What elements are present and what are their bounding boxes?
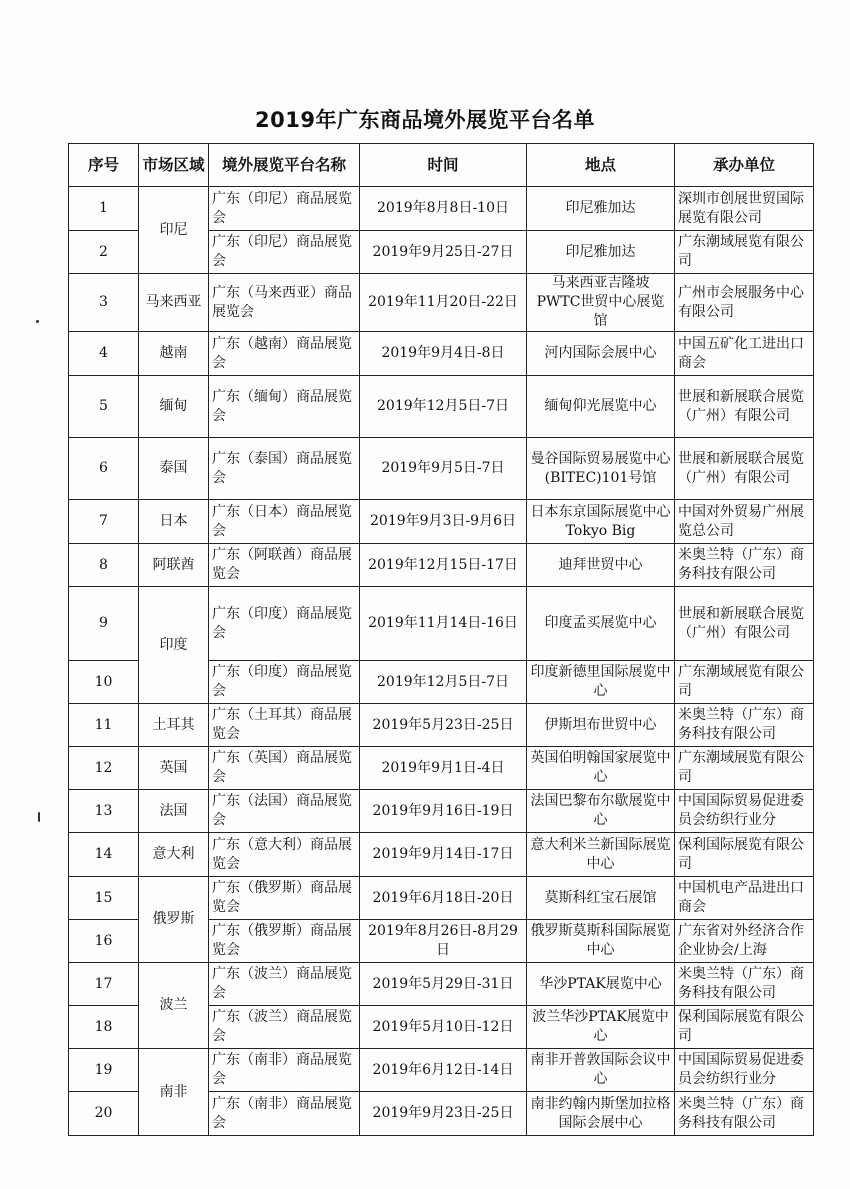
place-cell: 法国巴黎布尔歇展览中心: [527, 790, 675, 833]
organizer-cell: 米奥兰特（广东）商务科技有限公司: [675, 1092, 814, 1136]
region-cell: 泰国: [139, 438, 209, 500]
exhibition-name-cell: 广东（意大利）商品展览会: [209, 833, 360, 877]
region-cell: 越南: [139, 332, 209, 376]
place-cell: 印度新德里国际展览中心: [527, 661, 675, 704]
exhibition-name-cell: 广东（波兰）商品展览会: [209, 963, 360, 1006]
header-region: 市场区域: [139, 144, 209, 187]
place-cell: 伊斯坦布世贸中心: [527, 704, 675, 747]
table-row: [69, 332, 814, 376]
table-row: [69, 790, 814, 833]
place-cell: 印度孟买展览中心: [527, 587, 675, 661]
table-row: [69, 587, 814, 661]
organizer-cell: 中国国际贸易促进委员会纺织行业分: [675, 790, 814, 833]
table-row: [69, 1049, 814, 1092]
region-cell: 波兰: [139, 963, 209, 1049]
table-body: [69, 187, 814, 1136]
organizer-cell: 保利国际展览有限公司: [675, 1006, 814, 1049]
region-cell: 意大利: [139, 833, 209, 877]
seq-cell: 3: [69, 274, 139, 332]
seq-cell: 19: [69, 1049, 139, 1092]
seq-cell: 2: [69, 231, 139, 274]
header-time: 时间: [360, 144, 527, 187]
exhibition-name-cell: 广东（俄罗斯）商品展览会: [209, 920, 360, 963]
seq-cell: 4: [69, 332, 139, 376]
organizer-cell: 中国国际贸易促进委员会纺织行业分: [675, 1049, 814, 1092]
organizer-cell: 世展和新展联合展览（广州）有限公司: [675, 587, 814, 661]
place-cell: 迪拜世贸中心: [527, 544, 675, 587]
seq-cell: 10: [69, 661, 139, 704]
time-cell: 2019年9月3日-9月6日: [360, 500, 527, 544]
seq-cell: 1: [69, 187, 139, 231]
exhibition-table: [68, 143, 814, 1136]
place-cell: 南非约翰内斯堡加拉格国际会展中心: [527, 1092, 675, 1136]
time-cell: 2019年6月12日-14日: [360, 1049, 527, 1092]
exhibition-name-cell: 广东（波兰）商品展览会: [209, 1006, 360, 1049]
seq-cell: 7: [69, 500, 139, 544]
organizer-cell: 中国机电产品进出口商会: [675, 877, 814, 920]
exhibition-name-cell: 广东（印尼）商品展览会: [209, 231, 360, 274]
table-row: [69, 274, 814, 332]
table-row: [69, 500, 814, 544]
place-cell: 马来西亚吉隆坡PWTC世贸中心展览馆: [527, 274, 675, 332]
header-organizer: 承办单位: [675, 144, 814, 187]
place-cell: 曼谷国际贸易展览中心(BITEC)101号馆: [527, 438, 675, 500]
time-cell: 2019年9月14日-17日: [360, 833, 527, 877]
exhibition-name-cell: 广东（印度）商品展览会: [209, 661, 360, 704]
time-cell: 2019年5月10日-12日: [360, 1006, 527, 1049]
place-cell: 印尼雅加达: [527, 187, 675, 231]
exhibition-name-cell: 广东（阿联酋）商品展览会: [209, 544, 360, 587]
place-cell: 俄罗斯莫斯科国际展览中心: [527, 920, 675, 963]
exhibition-name-cell: 广东（印尼）商品展览会: [209, 187, 360, 231]
organizer-cell: 中国对外贸易广州展览总公司: [675, 500, 814, 544]
place-cell: 印尼雅加达: [527, 231, 675, 274]
table-header-row: [69, 144, 814, 187]
seq-cell: 15: [69, 877, 139, 920]
time-cell: 2019年6月18日-20日: [360, 877, 527, 920]
organizer-cell: 中国五矿化工进出口商会: [675, 332, 814, 376]
time-cell: 2019年9月1日-4日: [360, 747, 527, 790]
time-cell: 2019年9月23日-25日: [360, 1092, 527, 1136]
region-cell: 南非: [139, 1049, 209, 1136]
table-row: [69, 187, 814, 231]
table-row: [69, 833, 814, 877]
place-cell: 日本东京国际展览中心Tokyo Big: [527, 500, 675, 544]
seq-cell: 17: [69, 963, 139, 1006]
seq-cell: 6: [69, 438, 139, 500]
time-cell: 2019年12月5日-7日: [360, 376, 527, 438]
seq-cell: 11: [69, 704, 139, 747]
seq-cell: 14: [69, 833, 139, 877]
seq-cell: 18: [69, 1006, 139, 1049]
exhibition-name-cell: 广东（印度）商品展览会: [209, 587, 360, 661]
place-cell: 华沙PTAK展览中心: [527, 963, 675, 1006]
table-row: [69, 376, 814, 438]
time-cell: 2019年9月5日-7日: [360, 438, 527, 500]
exhibition-name-cell: 广东（南非）商品展览会: [209, 1049, 360, 1092]
region-cell: 日本: [139, 500, 209, 544]
table-row: [69, 877, 814, 920]
time-cell: 2019年8月8日-10日: [360, 187, 527, 231]
place-cell: 意大利米兰新国际展览中心: [527, 833, 675, 877]
time-cell: 2019年12月5日-7日: [360, 661, 527, 704]
seq-cell: 5: [69, 376, 139, 438]
region-cell: 印尼: [139, 187, 209, 274]
seq-cell: 13: [69, 790, 139, 833]
exhibition-name-cell: 广东（俄罗斯）商品展览会: [209, 877, 360, 920]
scan-speck: [38, 812, 40, 822]
time-cell: 2019年9月16日-19日: [360, 790, 527, 833]
organizer-cell: 米奥兰特（广东）商务科技有限公司: [675, 704, 814, 747]
place-cell: 英国伯明翰国家展览中心: [527, 747, 675, 790]
scan-speck: [36, 320, 39, 323]
place-cell: 波兰华沙PTAK展览中心: [527, 1006, 675, 1049]
organizer-cell: 广东潮域展览有限公司: [675, 661, 814, 704]
region-cell: 印度: [139, 587, 209, 704]
place-cell: 南非开普敦国际会议中心: [527, 1049, 675, 1092]
exhibition-name-cell: 广东（泰国）商品展览会: [209, 438, 360, 500]
region-cell: 俄罗斯: [139, 877, 209, 963]
organizer-cell: 广东潮域展览有限公司: [675, 231, 814, 274]
place-cell: 河内国际会展中心: [527, 332, 675, 376]
time-cell: 2019年5月29日-31日: [360, 963, 527, 1006]
document-title: 2019年广东商品境外展览平台名单: [255, 108, 595, 132]
organizer-cell: 广东潮域展览有限公司: [675, 747, 814, 790]
table-row: [69, 963, 814, 1006]
region-cell: 土耳其: [139, 704, 209, 747]
organizer-cell: 世展和新展联合展览（广州）有限公司: [675, 438, 814, 500]
place-cell: 缅甸仰光展览中心: [527, 376, 675, 438]
seq-cell: 12: [69, 747, 139, 790]
region-cell: 马来西亚: [139, 274, 209, 332]
seq-cell: 16: [69, 920, 139, 963]
header-seq: 序号: [69, 144, 139, 187]
time-cell: 2019年11月20日-22日: [360, 274, 527, 332]
exhibition-name-cell: 广东（日本）商品展览会: [209, 500, 360, 544]
organizer-cell: 米奥兰特（广东）商务科技有限公司: [675, 544, 814, 587]
seq-cell: 9: [69, 587, 139, 661]
region-cell: 缅甸: [139, 376, 209, 438]
header-name: 境外展览平台名称: [209, 144, 360, 187]
region-cell: 法国: [139, 790, 209, 833]
organizer-cell: 保利国际展览有限公司: [675, 833, 814, 877]
organizer-cell: 米奥兰特（广东）商务科技有限公司: [675, 963, 814, 1006]
exhibition-name-cell: 广东（南非）商品展览会: [209, 1092, 360, 1136]
region-cell: 英国: [139, 747, 209, 790]
exhibition-name-cell: 广东（马来西亚）商品展览会: [209, 274, 360, 332]
exhibition-name-cell: 广东（缅甸）商品展览会: [209, 376, 360, 438]
header-place: 地点: [527, 144, 675, 187]
time-cell: 2019年8月26日-8月29日: [360, 920, 527, 963]
table-row: [69, 747, 814, 790]
table-row: [69, 704, 814, 747]
organizer-cell: 深圳市创展世贸国际展览有限公司: [675, 187, 814, 231]
exhibition-name-cell: 广东（法国）商品展览会: [209, 790, 360, 833]
time-cell: 2019年11月14日-16日: [360, 587, 527, 661]
seq-cell: 20: [69, 1092, 139, 1136]
place-cell: 莫斯科红宝石展馆: [527, 877, 675, 920]
exhibition-name-cell: 广东（越南）商品展览会: [209, 332, 360, 376]
organizer-cell: 广州市会展服务中心有限公司: [675, 274, 814, 332]
seq-cell: 8: [69, 544, 139, 587]
time-cell: 2019年12月15日-17日: [360, 544, 527, 587]
organizer-cell: 世展和新展联合展览（广州）有限公司: [675, 376, 814, 438]
time-cell: 2019年9月4日-8日: [360, 332, 527, 376]
organizer-cell: 广东省对外经济合作企业协会/上海: [675, 920, 814, 963]
time-cell: 2019年5月23日-25日: [360, 704, 527, 747]
exhibition-name-cell: 广东（土耳其）商品展览会: [209, 704, 360, 747]
time-cell: 2019年9月25日-27日: [360, 231, 527, 274]
table-row: [69, 438, 814, 500]
region-cell: 阿联酋: [139, 544, 209, 587]
exhibition-name-cell: 广东（英国）商品展览会: [209, 747, 360, 790]
table-row: [69, 544, 814, 587]
